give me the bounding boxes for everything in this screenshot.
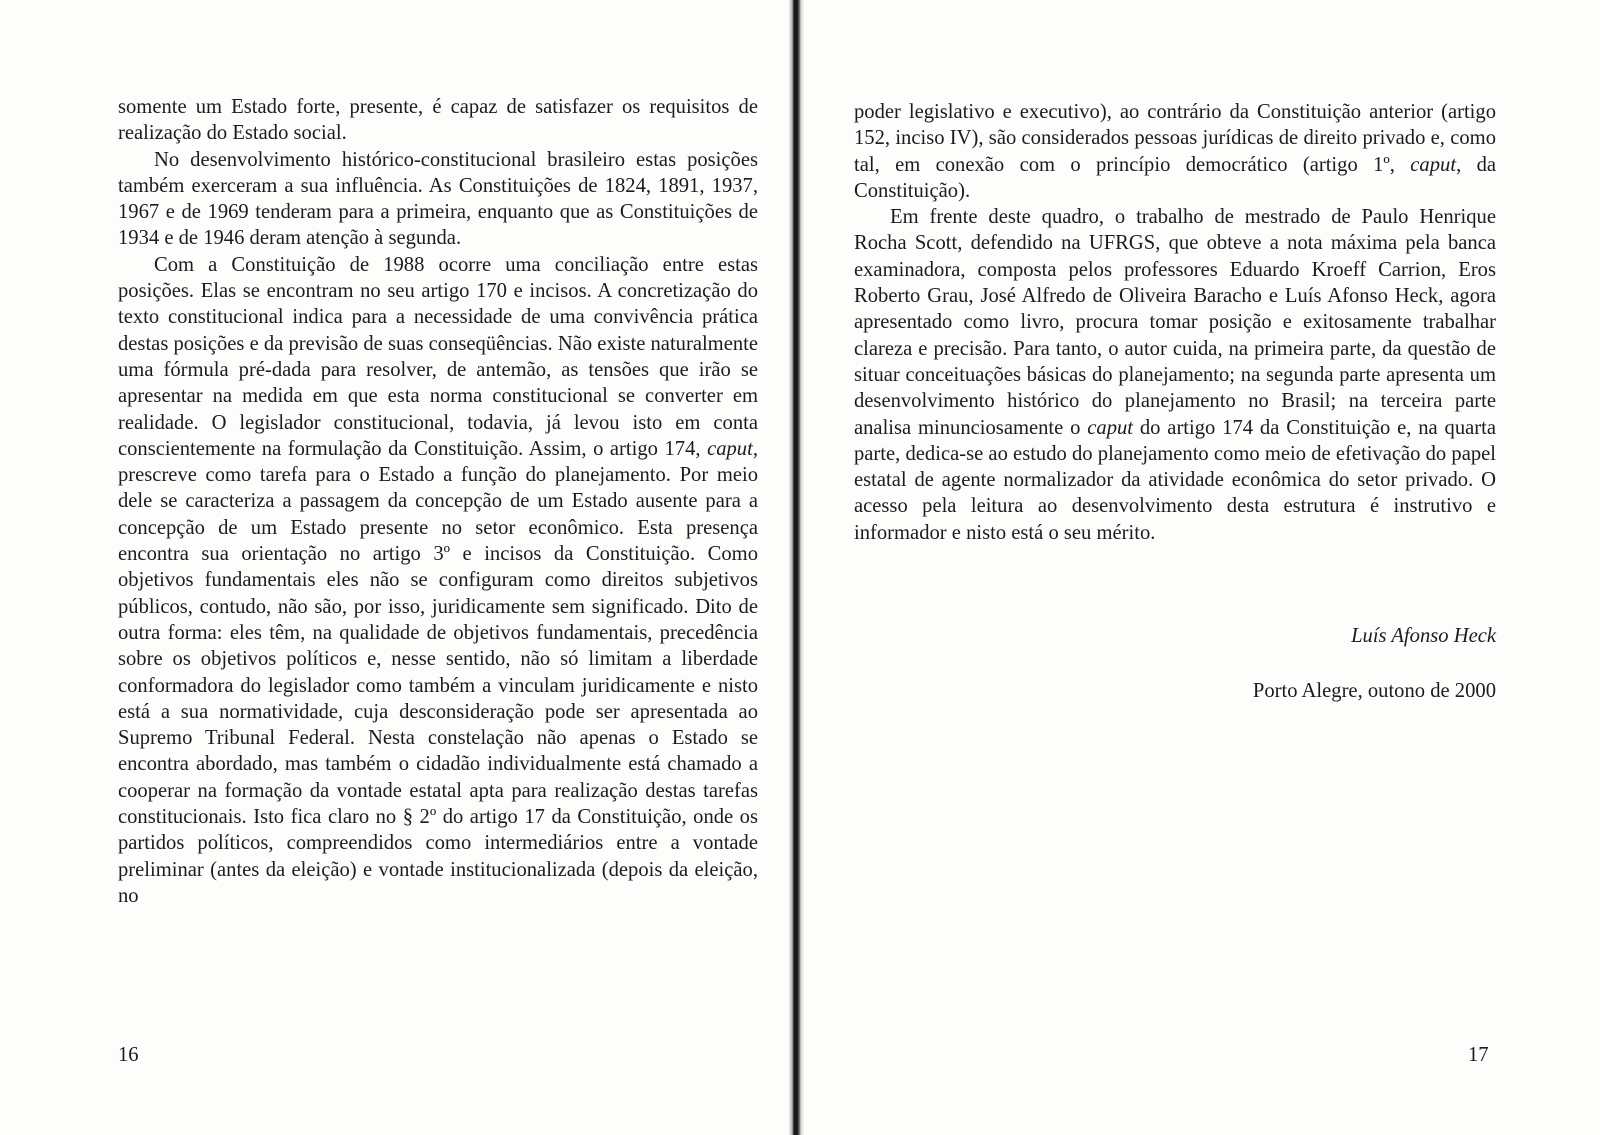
paragraph: poder legislativo e executivo), ao contrário da Constituição anterior (artigo 152, inciso IV), são considerados pessoas jurídicas de direito privado e, como tal, em conexão com o princípio democrático (artigo 1º, caput, da Constituição).	[854, 101, 1497, 202]
page-number: 16	[118, 1044, 139, 1066]
author-signature: Luís Afonso Heck	[1351, 625, 1496, 647]
right-page	[804, 0, 1600, 1135]
italic-term: caput	[1410, 153, 1457, 176]
italic-term: caput	[707, 437, 753, 460]
italic-term: caput	[1087, 416, 1134, 439]
page-number: 17	[1468, 1044, 1489, 1066]
book-gutter	[789, 0, 804, 1135]
paragraph: Em frente deste quadro, o trabalho de mestrado de Paulo Henrique Rocha Scott, defendido na UFRGS, que obteve a nota máxima pela banca examinadora, composta pelos professores Eduardo Kroeff Carrion, Eros Roberto Grau, José Alfredo de Oliveira Baracho e Luís Afonso Heck, agora apresentado como livro, procura tomar posição e exitosamente trabalhar clareza e precisão. Para tanto, o autor cuida, na primeira parte, da questão de situar conceituações básicas do planejamento; na segunda parte apresenta um desenvolvimento histórico do planejamento no Brasil; na terceira parte analisa minunciosamente o caput do artigo 174 da Constituição e, na quarta parte, dedica-se ao estudo do planejamento como meio de efetivação do papel estatal de agente normalizador da atividade econômica do setor privado. O acesso pela leitura ao desenvolvimento desta estrutura é instrutivo e informador e nisto está o seu mérito.	[854, 206, 1496, 544]
left-page	[0, 0, 789, 1135]
left-page-body	[118, 94, 758, 909]
place-and-date: Porto Alegre, outono de 2000	[1252, 680, 1496, 702]
paragraph: No desenvolvimento histórico-constitucional brasileiro estas posições também exerceram a sua influência. As Constituições de 1824, 1891, 1937, 1967 e de 1969 tenderam para a primeira, enquanto que as Constituições de 1934 e de 1946 deram atenção à segunda.	[118, 148, 758, 250]
paragraph: somente um Estado forte, presente, é capaz de satisfazer os requisitos de realização do Estado social.	[118, 96, 758, 145]
right-page-body	[854, 99, 1496, 546]
paragraph: Com a Constituição de 1988 ocorre uma conciliação entre estas posições. Elas se encontram no seu artigo 170 e incisos. A concretização do texto constitucional indica para a necessidade de uma convivência prática destas posições e da previsão de suas conseqüências. Não existe naturalmente uma fórmula pré-dada para resolver, de antemão, as tensões que irão se apresentar na medida em que esta norma constitucional se converter em realidade. O legislador constitucional, todavia, já levou isto em conta conscientemente na formulação da Constituição. Assim, o artigo 174, caput, prescreve como tarefa para o Estado a função do planejamento. Por meio dele se caracteriza a passagem da concepção de um Estado ausente para a concepção de um Estado presente no setor econômico. Esta presença encontra sua orientação no artigo 3º e incisos da Constituição. Como objetivos fundamentais eles não se configuram como direitos subjetivos públicos, contudo, não são, por isso, juridicamente sem significado. Dito de outra forma: eles têm, na qualidade de objetivos fundamentais, precedência sobre os objetivos políticos e, nesse sentido, não só limitam a liberdade conformadora do legislador como também a vinculam juridicamente e nisto está a sua normatividade, cuja desconsideração pode ser apresentada ao Supremo Tribunal Federal. Nesta constelação não apenas o Estado se encontra abordado, mas também o cidadão individualmente está chamado a cooperar na formação da vontade estatal apta para realização destas tarefas constitucionais. Isto fica claro no § 2º do artigo 17 da Constituição, onde os partidos políticos, compreendidos como intermediários entre a vontade preliminar (antes da eleição) e vontade institucionalizada (depois da eleição, no	[118, 253, 758, 907]
